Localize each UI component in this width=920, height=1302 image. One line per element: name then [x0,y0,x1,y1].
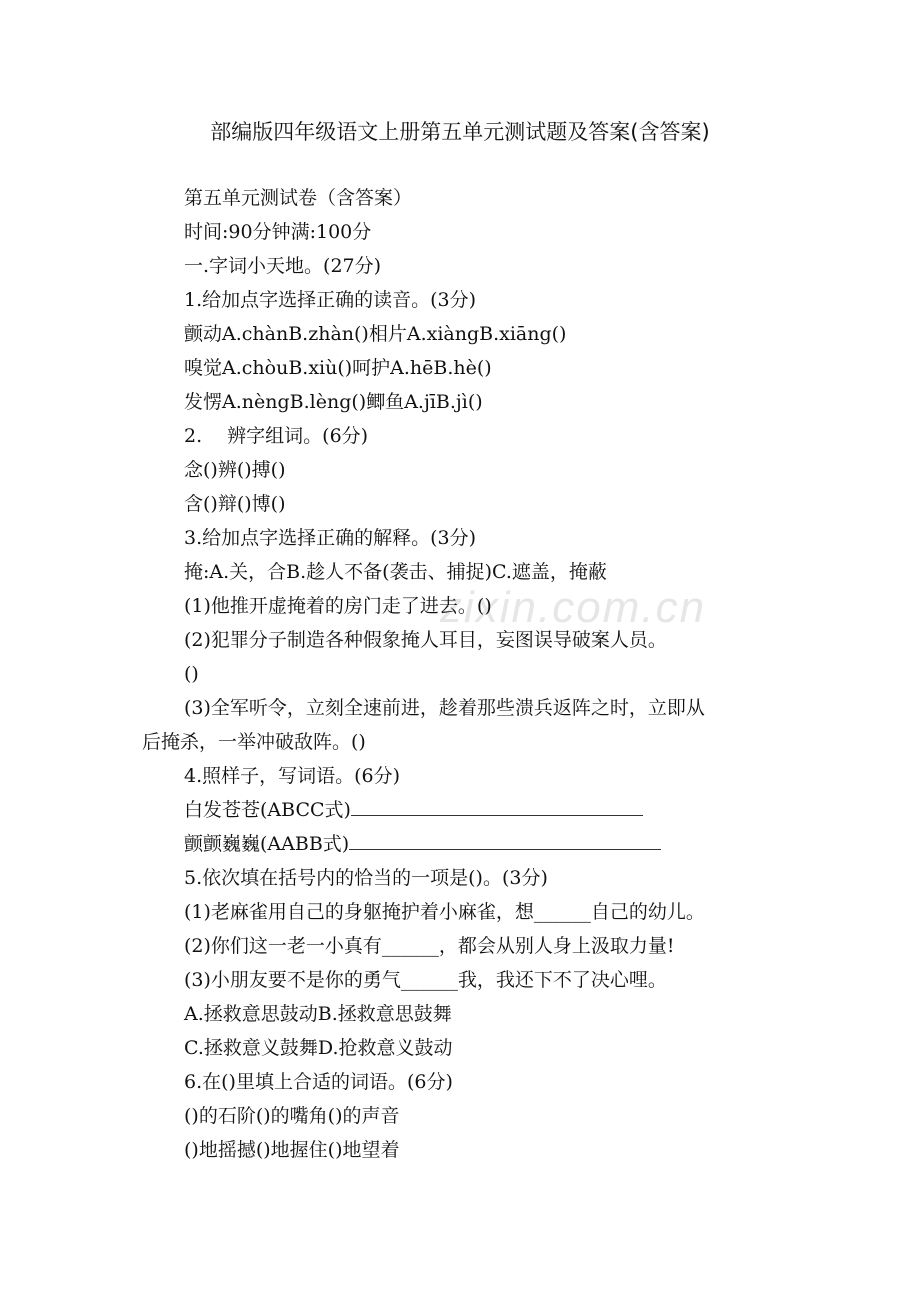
document-title: 部编版四年级语文上册第五单元测试题及答案(含答案) [210,120,710,144]
text-line: 6.在()里填上合适的词语。(6分) [184,1071,453,1093]
text-line: 含()辩()博() [184,493,286,515]
text-line: ()地摇撼()地握住()地望着 [184,1139,400,1161]
text-line: 颤动A.chànB.zhàn()相片A.xiàngB.xiāng() [184,323,567,345]
example-word: 白发苍苍(ABCC式) [184,799,351,821]
answer-blank[interactable] [351,797,643,816]
text-line: 5.依次填在括号内的恰当的一项是()。(3分) [184,867,548,889]
text-line: (1)他推开虚掩着的房门走了进去。() [184,595,492,617]
text-line: 后掩杀，一举冲破敌阵。() [142,731,366,753]
text-line: () [184,663,199,685]
text-line: 第五单元测试卷（含答案） [184,187,413,209]
text-line: 1.给加点字选择正确的读音。(3分) [184,289,477,311]
text-line [184,831,661,857]
text-line: C.拯救意义鼓舞D.抢救意义鼓动 [184,1037,453,1059]
text-line: (3)全军听令，立刻全速前进，趁着那些溃兵返阵之时，立即从 [184,697,705,719]
text-line: (1)老麻雀用自己的身躯掩护着小麻雀，想______自己的幼儿。 [184,901,705,923]
text-line [184,797,643,823]
text-line: 时间:90分钟满:100分 [184,221,372,243]
watermark: zixin.com.cn [440,583,707,632]
answer-blank[interactable] [349,831,661,850]
example-word: 颤颤巍巍(AABB式) [184,833,350,855]
text-line: 2. 辨字组词。(6分) [184,425,369,447]
text-line: 3.给加点字选择正确的解释。(3分) [184,527,477,549]
text-line: ()的石阶()的嘴角()的声音 [184,1105,400,1127]
text-line: 嗅觉A.chòuB.xiù()呵护A.hēB.hè() [184,357,492,379]
text-line: 念()辨()搏() [184,459,286,481]
text-line: A.拯救意思鼓动B.拯救意思鼓舞 [184,1003,452,1025]
text-line: 4.照样子，写词语。(6分) [184,765,401,787]
text-line: 发愣A.nèngB.lèng()鲫鱼A.jīB.jì() [184,391,483,413]
text-line: (3)小朋友要不是你的勇气______我，我还下不了决心哩。 [184,969,667,991]
text-line: 掩:A.关，合B.趁人不备(袭击、捕捉)C.遮盖，掩蔽 [184,561,607,583]
text-line: (2)你们这一老一小真有______，都会从别人身上汲取力量! [184,935,675,957]
text-line: (2)犯罪分子制造各种假象掩人耳目，妄图误导破案人员。 [184,629,667,651]
text-line: 一.字词小天地。(27分) [184,255,382,277]
